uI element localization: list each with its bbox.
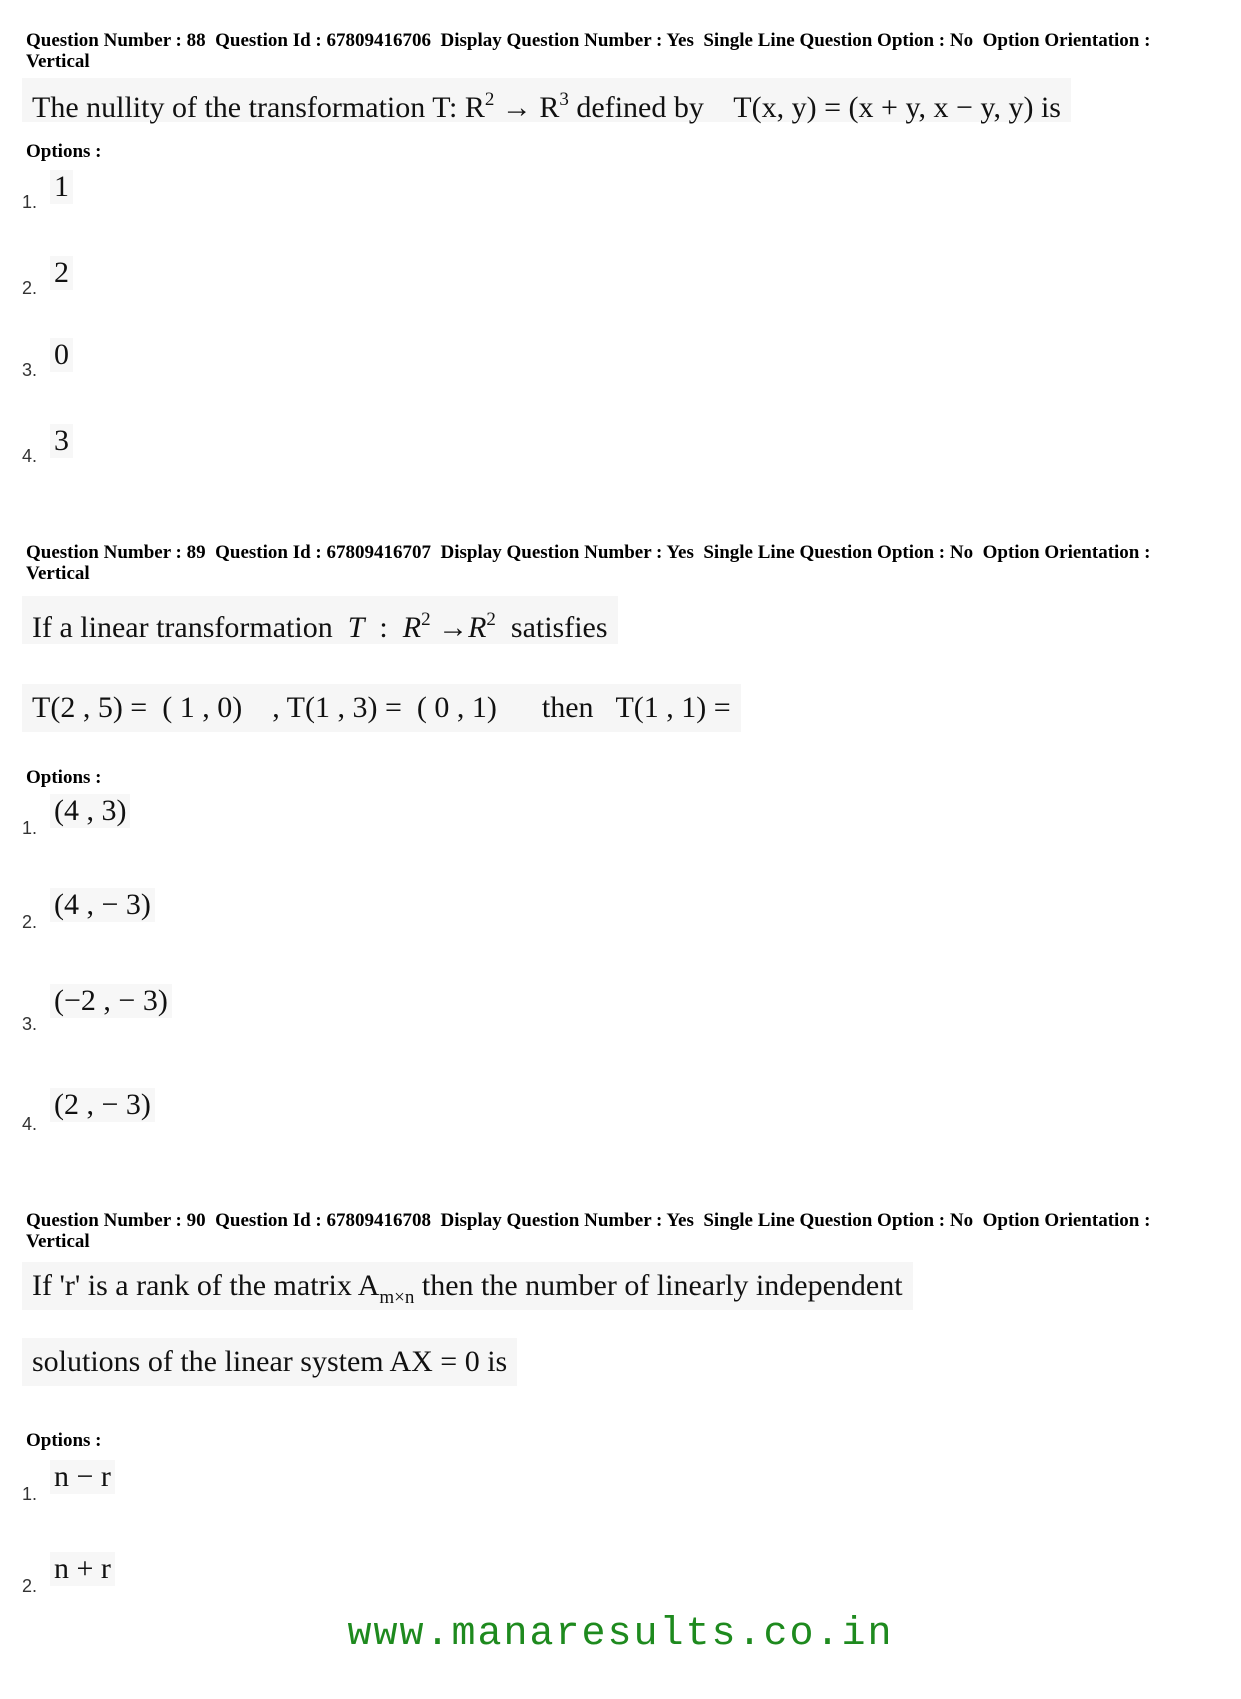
option-number: 1. xyxy=(22,1484,38,1504)
q90-text-a: If 'r' is a rank of the matrix A xyxy=(32,1269,380,1302)
question-88-text xyxy=(22,78,1071,122)
question-89-header: Question Number : 89 Question Id : 67809416707 Display Question Number : Yes Single Line Question Option : No Option Orientation : Vertical xyxy=(26,542,1155,584)
q89-R2: R xyxy=(468,611,487,644)
q88-text-c: defined by T(x, y) = (x + y, x − y, y) is xyxy=(568,91,1061,124)
q88-sup-1: 2 xyxy=(484,89,495,110)
option-value: 1 xyxy=(50,170,73,204)
option-number: 1. xyxy=(22,818,38,838)
option-number: 4. xyxy=(22,1114,38,1134)
option-value: (4 , − 3) xyxy=(50,888,155,922)
question-90-options-label: Options : xyxy=(26,1430,102,1451)
q90-sub: m×n xyxy=(379,1287,415,1308)
option-number: 3. xyxy=(22,1014,38,1034)
q89-text-c: satisfies xyxy=(495,611,608,644)
q89-arrow: → xyxy=(430,611,469,644)
q89-R1: R xyxy=(402,611,422,644)
question-90-text-line-1 xyxy=(22,1262,913,1310)
option-value: 2 xyxy=(50,256,73,290)
q88-text-a: The nullity of the transformation T: R xyxy=(32,91,485,124)
option-value: 0 xyxy=(50,338,73,372)
question-88-options-label: Options : xyxy=(26,141,102,162)
option-number: 4. xyxy=(22,446,38,466)
option-number: 3. xyxy=(22,360,38,380)
option-value: (−2 , − 3) xyxy=(50,984,172,1018)
option-number: 2. xyxy=(22,278,38,298)
q89-text-a: If a linear transformation xyxy=(32,611,348,644)
q89-sup-1: 2 xyxy=(421,609,431,630)
question-88-header: Question Number : 88 Question Id : 67809416706 Display Question Number : Yes Single Line Question Option : No Option Orientation : Vertical xyxy=(26,30,1155,72)
option-number: 2. xyxy=(22,912,38,932)
option-number: 1. xyxy=(22,192,38,212)
option-value: 3 xyxy=(50,424,73,458)
q88-sup-2: 3 xyxy=(559,89,569,110)
question-90-header: Question Number : 90 Question Id : 67809416708 Display Question Number : Yes Single Line Question Option : No Option Orientation : Vertical xyxy=(26,1210,1155,1252)
question-89-text-line-1 xyxy=(22,596,618,644)
question-89-options-label: Options : xyxy=(26,767,102,788)
option-number: 2. xyxy=(22,1576,38,1596)
q89-sup-2: 2 xyxy=(486,609,496,630)
option-value: (4 , 3) xyxy=(50,794,130,828)
q89-text-b: : xyxy=(364,611,403,644)
q88-text-b: → R xyxy=(494,91,560,124)
option-value: n + r xyxy=(50,1552,115,1586)
q89-T: T xyxy=(347,611,365,644)
footer-watermark-url: www.manaresults.co.in xyxy=(347,1612,894,1657)
option-value: n − r xyxy=(50,1460,115,1494)
question-89-text-line-2: T(2 , 5) = ( 1 , 0) , T(1 , 3) = ( 0 , 1) then T(1 , 1) = xyxy=(22,684,741,732)
option-value: (2 , − 3) xyxy=(50,1088,155,1122)
q90-text-b: then the number of linearly independent xyxy=(414,1269,903,1302)
question-90-text-line-2: solutions of the linear system AX = 0 is xyxy=(22,1338,517,1386)
